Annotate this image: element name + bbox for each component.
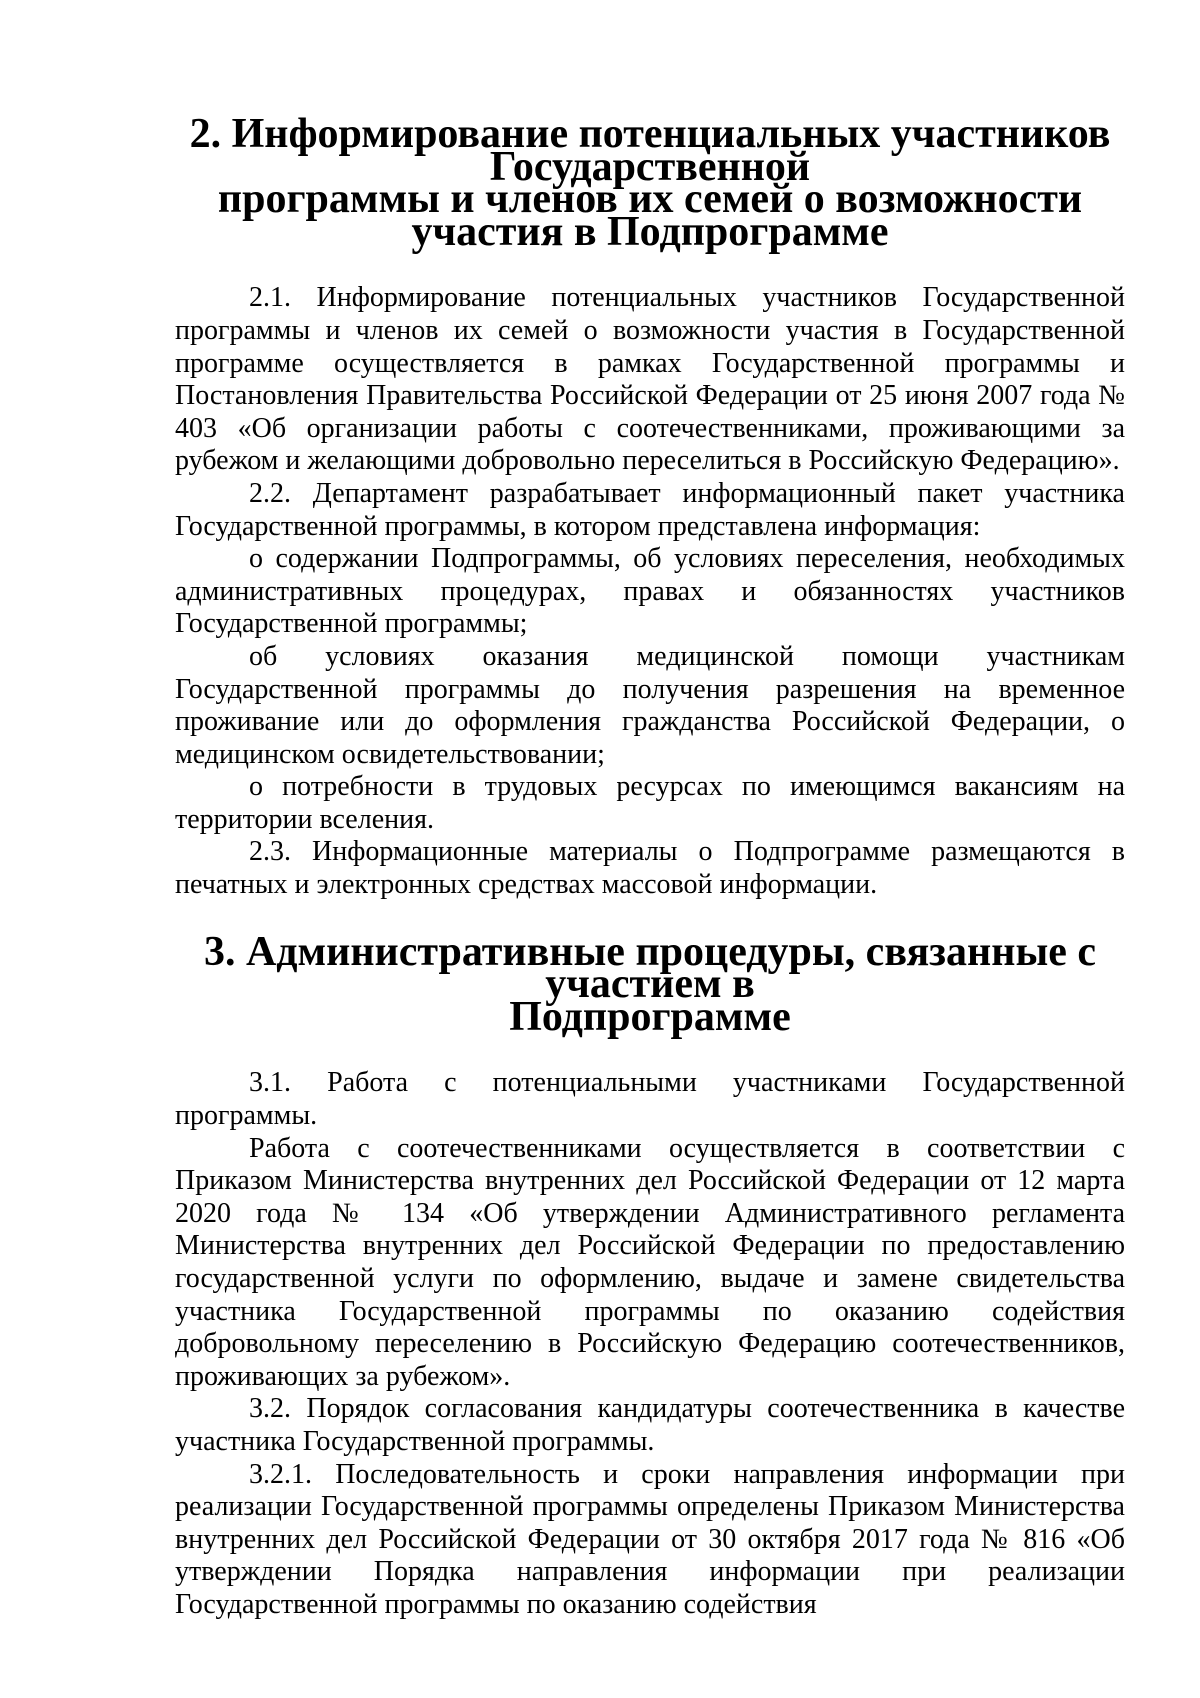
paragraph-3-1-body: Работа с соотечественниками осуществляется в соответствии с Приказом Министерства внутренних дел Российской Федерации от 12 марта 2020 года № 134 «Об утверждении Административного регламента Министерства внутренних дел Российской Федерации по предоставлению государственной услуги по оформлению, выдаче и замене свидетельства участника Государственной программы по оказанию содействия добровольному переселению в Российскую Федерацию соотечественников, проживающих за рубежом».: [175, 1132, 1125, 1392]
document-body: [175, 111, 1125, 1622]
paragraph-3-2-1: 3.2.1. Последовательность и сроки направления информации при реализации Государственной программы определены Приказом Министерства внутренних дел Российской Федерации от 30 октября 2017 года № 816 «Об утверждении Порядка направления информации при реализации Государственной программы по оказанию содействия: [175, 1458, 1125, 1620]
paragraph-2-2-item-medical: об условиях оказания медицинской помощи участникам Государственной программы до получения разрешения на временное проживание или до оформления гражданства Российской Федерации, о медицинском освидетельствовании;: [175, 640, 1125, 770]
heading-line: 2. Информирование потенциальных участников Государственной: [189, 111, 1111, 190]
paragraph-2-2-item-labor: о потребности в трудовых ресурсах по имеющимся вакансиям на территории вселения.: [175, 771, 1125, 835]
paragraph-3-1: 3.1. Работа с потенциальными участниками Государственной программы.: [175, 1067, 1125, 1132]
heading-line: программы и членов их семей о возможности участия в Подпрограмме: [217, 176, 1083, 255]
heading-line: 3. Административные процедуры, связанные с участием в: [203, 928, 1097, 1008]
paragraph-2-2-item-content: о содержании Подпрограммы, об условиях переселения, необходимых административных процедурах, правах и обязанностях участников Государственной программы;: [175, 543, 1125, 640]
paragraph-2-1: 2.1. Информирование потенциальных участников Государственной программы и членов их семей о возможности участия в Государственной программе осуществляется в рамках Государственной программы и Постановления Правительства Российской Федерации от 25 июня 2007 года № 403 «Об организации работы с соотечественниками, проживающими за рубежом и желающими добровольно переселиться в Российскую Федерацию».: [175, 282, 1125, 477]
paragraph-2-3: 2.3. Информационные материалы о Подпрограмме размещаются в печатных и электронных средствах массовой информации.: [175, 836, 1125, 901]
paragraph-3-2: 3.2. Порядок согласования кандидатуры соотечественника в качестве участника Государственной программы.: [175, 1393, 1125, 1457]
heading-line: Подпрограмме: [509, 993, 791, 1040]
paragraph-2-2: 2.2. Департамент разрабатывает информационный пакет участника Государственной программы, в котором представлена информация:: [175, 477, 1125, 542]
section-2-heading: [175, 111, 1125, 255]
section-3-heading: [175, 928, 1125, 1040]
